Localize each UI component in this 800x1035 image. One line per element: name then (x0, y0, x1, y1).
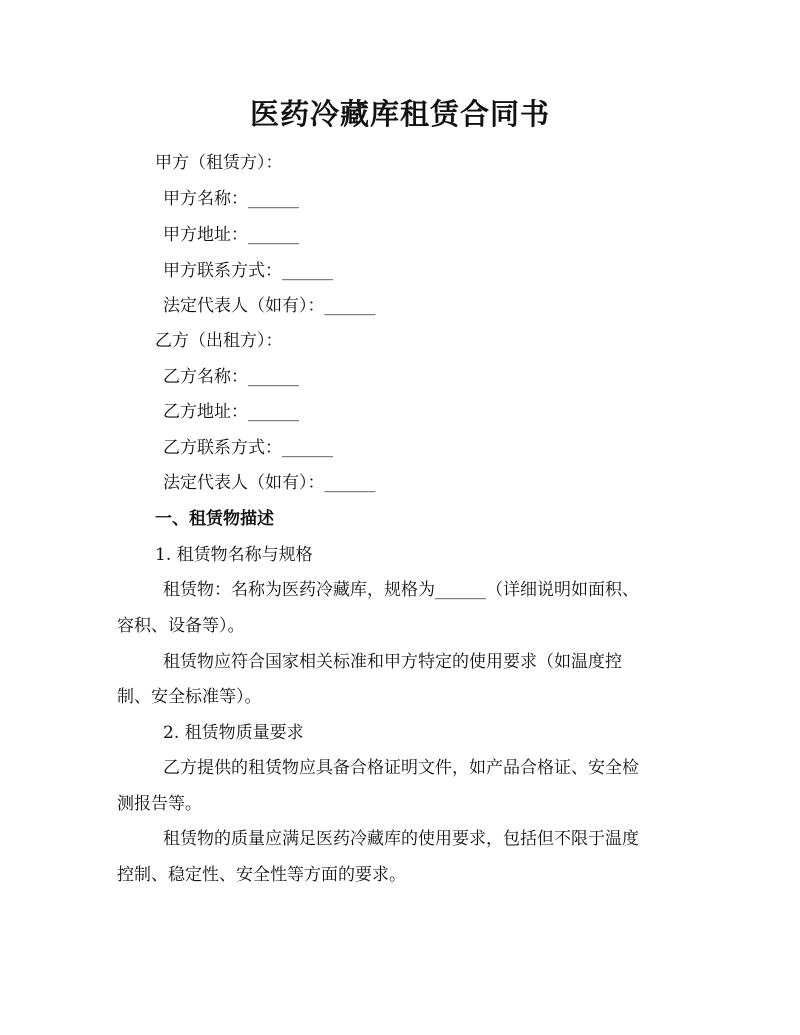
item-2-para-2-line-2: 控制、稳定性、安全性等方面的要求。 (117, 865, 406, 885)
party-a-legal-rep: 法定代表人（如有）：______ (163, 296, 376, 316)
item-1-para-1-line-1: 租赁物：名称为医药冷藏库，规格为______（详细说明如面积、 (163, 580, 639, 600)
item-2-para-1-line-2: 测报告等。 (117, 794, 202, 814)
section-1-heading: 一、租赁物描述 (155, 509, 274, 529)
item-2-heading: 2. 租赁物质量要求 (163, 723, 304, 743)
party-b-contact: 乙方联系方式：______ (163, 438, 333, 458)
item-2-para-2-line-1: 租赁物的质量应满足医药冷藏库的使用要求，包括但不限于温度 (163, 829, 639, 849)
party-a-address: 甲方地址：______ (163, 225, 299, 245)
item-1-para-2-line-2: 制、安全标准等）。 (117, 687, 262, 707)
party-b-legal-rep: 法定代表人（如有）：______ (163, 473, 376, 493)
party-b-label: 乙方（出租方）： (155, 331, 283, 351)
party-b-name: 乙方名称：______ (163, 367, 299, 387)
item-1-para-2-line-1: 租赁物应符合国家相关标准和甲方特定的使用要求（如温度控 (163, 652, 622, 672)
item-2-para-1-line-1: 乙方提供的租赁物应具备合格证明文件，如产品合格证、安全检 (163, 758, 639, 778)
party-b-address: 乙方地址：______ (163, 402, 299, 422)
item-1-heading: 1. 租赁物名称与规格 (155, 545, 313, 565)
item-1-para-1-line-2: 容积、设备等）。 (117, 616, 245, 636)
document-title: 医药冷藏库租赁合同书 (249, 97, 550, 131)
party-a-label: 甲方（租赁方）： (155, 153, 283, 173)
party-a-name: 甲方名称：______ (163, 189, 299, 209)
party-a-contact: 甲方联系方式：______ (163, 261, 333, 281)
